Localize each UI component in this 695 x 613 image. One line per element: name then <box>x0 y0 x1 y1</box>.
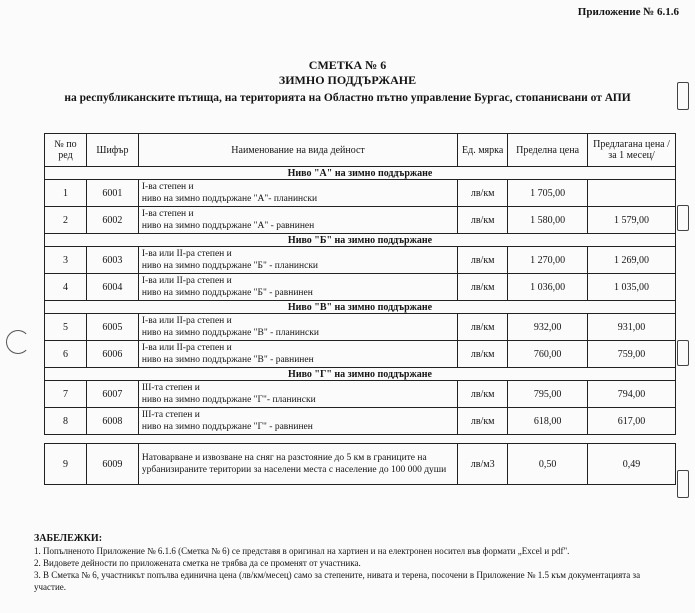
row-code: 6004 <box>86 274 138 301</box>
row-no: 2 <box>45 207 87 234</box>
row-offer: 1 035,00 <box>588 274 676 301</box>
row-name-line2: ниво на зимно поддържане "В" - планински <box>141 328 319 338</box>
row-code: 6005 <box>86 314 138 341</box>
row-price: 0,50 <box>508 444 588 485</box>
binder-clip-icon <box>677 470 689 498</box>
row-code: 6008 <box>86 408 138 435</box>
row-name: Натоварване и извозване на сняг на разстояние до 5 км в границите на урбанизираните територии за населени места с население до 100 000 души <box>138 444 457 485</box>
row-name-line1: I-ва или II-ра степен и <box>141 343 232 353</box>
row-name-line1: I-ва или II-ра степен и <box>141 249 232 259</box>
row-unit: лв/км <box>458 341 508 368</box>
row-price: 1 036,00 <box>508 274 588 301</box>
header-code: Шифър <box>86 134 138 167</box>
row-no: 6 <box>45 341 87 368</box>
row-code: 6007 <box>86 381 138 408</box>
row-name-line2: ниво на зимно поддържане "Б" - планински <box>141 261 319 271</box>
row-name-line2: ниво на зимно поддържане "А" - равнинен <box>141 221 315 231</box>
row-no: 7 <box>45 381 87 408</box>
row-name-line1: I-ва или II-ра степен и <box>141 316 232 326</box>
table-header <box>45 134 676 167</box>
row-name <box>138 247 457 274</box>
row-no: 1 <box>45 180 87 207</box>
notes-heading: ЗАБЕЛЕЖКИ: <box>34 533 103 544</box>
row-name <box>138 408 457 435</box>
level-v-label: Ниво "В" на зимно поддържане <box>45 301 676 314</box>
row-name <box>138 314 457 341</box>
row-code: 6006 <box>86 341 138 368</box>
row-offer: 1 269,00 <box>588 247 676 274</box>
row-no: 4 <box>45 274 87 301</box>
row-no: 9 <box>45 444 87 485</box>
table-row <box>45 381 676 408</box>
table-gap <box>45 435 676 444</box>
document-subtitle: ЗИМНО ПОДДЪРЖАНЕ <box>278 73 417 87</box>
row-unit: лв/км <box>458 408 508 435</box>
row-name-line1: III-та степен и <box>141 383 200 393</box>
table-row <box>45 274 676 301</box>
row-name <box>138 341 457 368</box>
row-price: 760,00 <box>508 341 588 368</box>
row-name <box>138 207 457 234</box>
row-name-line1: I-ва степен и <box>141 182 194 192</box>
row-unit: лв/км <box>458 314 508 341</box>
document-title: СМЕТКА № 6 <box>308 58 387 72</box>
row-offer: 931,00 <box>588 314 676 341</box>
row-name-line2: ниво на зимно поддържане "А"- планински <box>141 194 318 204</box>
row-name <box>138 180 457 207</box>
estimate-table <box>44 133 676 485</box>
table-row <box>45 444 676 485</box>
header-price: Пределна цена <box>508 134 588 167</box>
level-row <box>45 368 676 381</box>
row-offer: 1 579,00 <box>588 207 676 234</box>
note-3: 3. В Сметка № 6, участникът попълва единична цена (лв/км/месец) само за степените, нивата и терена, посочени в Приложение № 1.5 към документацията за участие. <box>34 570 641 592</box>
row-price: 1 580,00 <box>508 207 588 234</box>
row-price: 1 270,00 <box>508 247 588 274</box>
table-row <box>45 314 676 341</box>
note-1: 1. Попълненото Приложение № 6.1.6 (Сметка № 6) се представя в оригинал на хартиен и на електронен носител във формати „Excel и pdf". <box>34 546 570 556</box>
row-name-line1: III-та степен и <box>141 410 200 420</box>
row-name-line2: ниво на зимно поддържане "Б" - равнинен <box>141 288 313 298</box>
binder-hole-icon <box>6 330 30 354</box>
notes-section <box>34 533 674 593</box>
row-name-line1: I-ва степен и <box>141 209 194 219</box>
level-row <box>45 167 676 180</box>
row-unit: лв/м3 <box>458 444 508 485</box>
annex-label: Приложение № 6.1.6 <box>577 6 679 18</box>
gap-cell <box>45 435 676 444</box>
row-unit: лв/км <box>458 207 508 234</box>
binder-clip-icon <box>677 340 689 366</box>
row-name <box>138 381 457 408</box>
row-name-line2: ниво на зимно поддържане "Г" - равнинен <box>141 422 313 432</box>
row-name-line2: ниво на зимно поддържане "В" - равнинен <box>141 355 314 365</box>
row-offer: 617,00 <box>588 408 676 435</box>
row-no: 3 <box>45 247 87 274</box>
level-b-label: Ниво "Б" на зимно поддържане <box>45 234 676 247</box>
header-no: № по ред <box>45 134 87 167</box>
level-g-label: Ниво "Г" на зимно поддържане <box>45 368 676 381</box>
level-row <box>45 301 676 314</box>
document-description: на республиканските пътища, на територията на Областно пътно управление Бургас, стопанисвани от АПИ <box>64 92 631 104</box>
header-name: Наименование на вида дейност <box>138 134 457 167</box>
table-row <box>45 180 676 207</box>
row-name-line1: I-ва или II-ра степен и <box>141 276 232 286</box>
row-price: 618,00 <box>508 408 588 435</box>
table-row <box>45 408 676 435</box>
level-a-label: Ниво "А" на зимно поддържане <box>45 167 676 180</box>
table-row <box>45 341 676 368</box>
row-offer: 759,00 <box>588 341 676 368</box>
row-code: 6009 <box>86 444 138 485</box>
row-price: 1 705,00 <box>508 180 588 207</box>
row-price: 932,00 <box>508 314 588 341</box>
row-no: 8 <box>45 408 87 435</box>
header-offer: Предлагана цена /за 1 месец/ <box>588 134 676 167</box>
row-offer: 794,00 <box>588 381 676 408</box>
row-unit: лв/км <box>458 274 508 301</box>
level-row <box>45 234 676 247</box>
row-no: 5 <box>45 314 87 341</box>
row-code: 6003 <box>86 247 138 274</box>
row-code: 6002 <box>86 207 138 234</box>
table-row <box>45 207 676 234</box>
row-price: 795,00 <box>508 381 588 408</box>
row-name-line2: ниво на зимно поддържане "Г"- планински <box>141 395 316 405</box>
row-unit: лв/км <box>458 381 508 408</box>
binder-clip-icon <box>677 82 689 110</box>
binder-clip-icon <box>677 205 689 231</box>
note-2: 2. Видовете дейности по приложената сметка не трябва да се променят от участника. <box>34 558 361 568</box>
row-unit: лв/км <box>458 180 508 207</box>
row-unit: лв/км <box>458 247 508 274</box>
row-offer <box>588 180 676 207</box>
table-row <box>45 247 676 274</box>
row-offer: 0,49 <box>588 444 676 485</box>
row-name <box>138 274 457 301</box>
row-code: 6001 <box>86 180 138 207</box>
header-unit: Ед. мярка <box>458 134 508 167</box>
